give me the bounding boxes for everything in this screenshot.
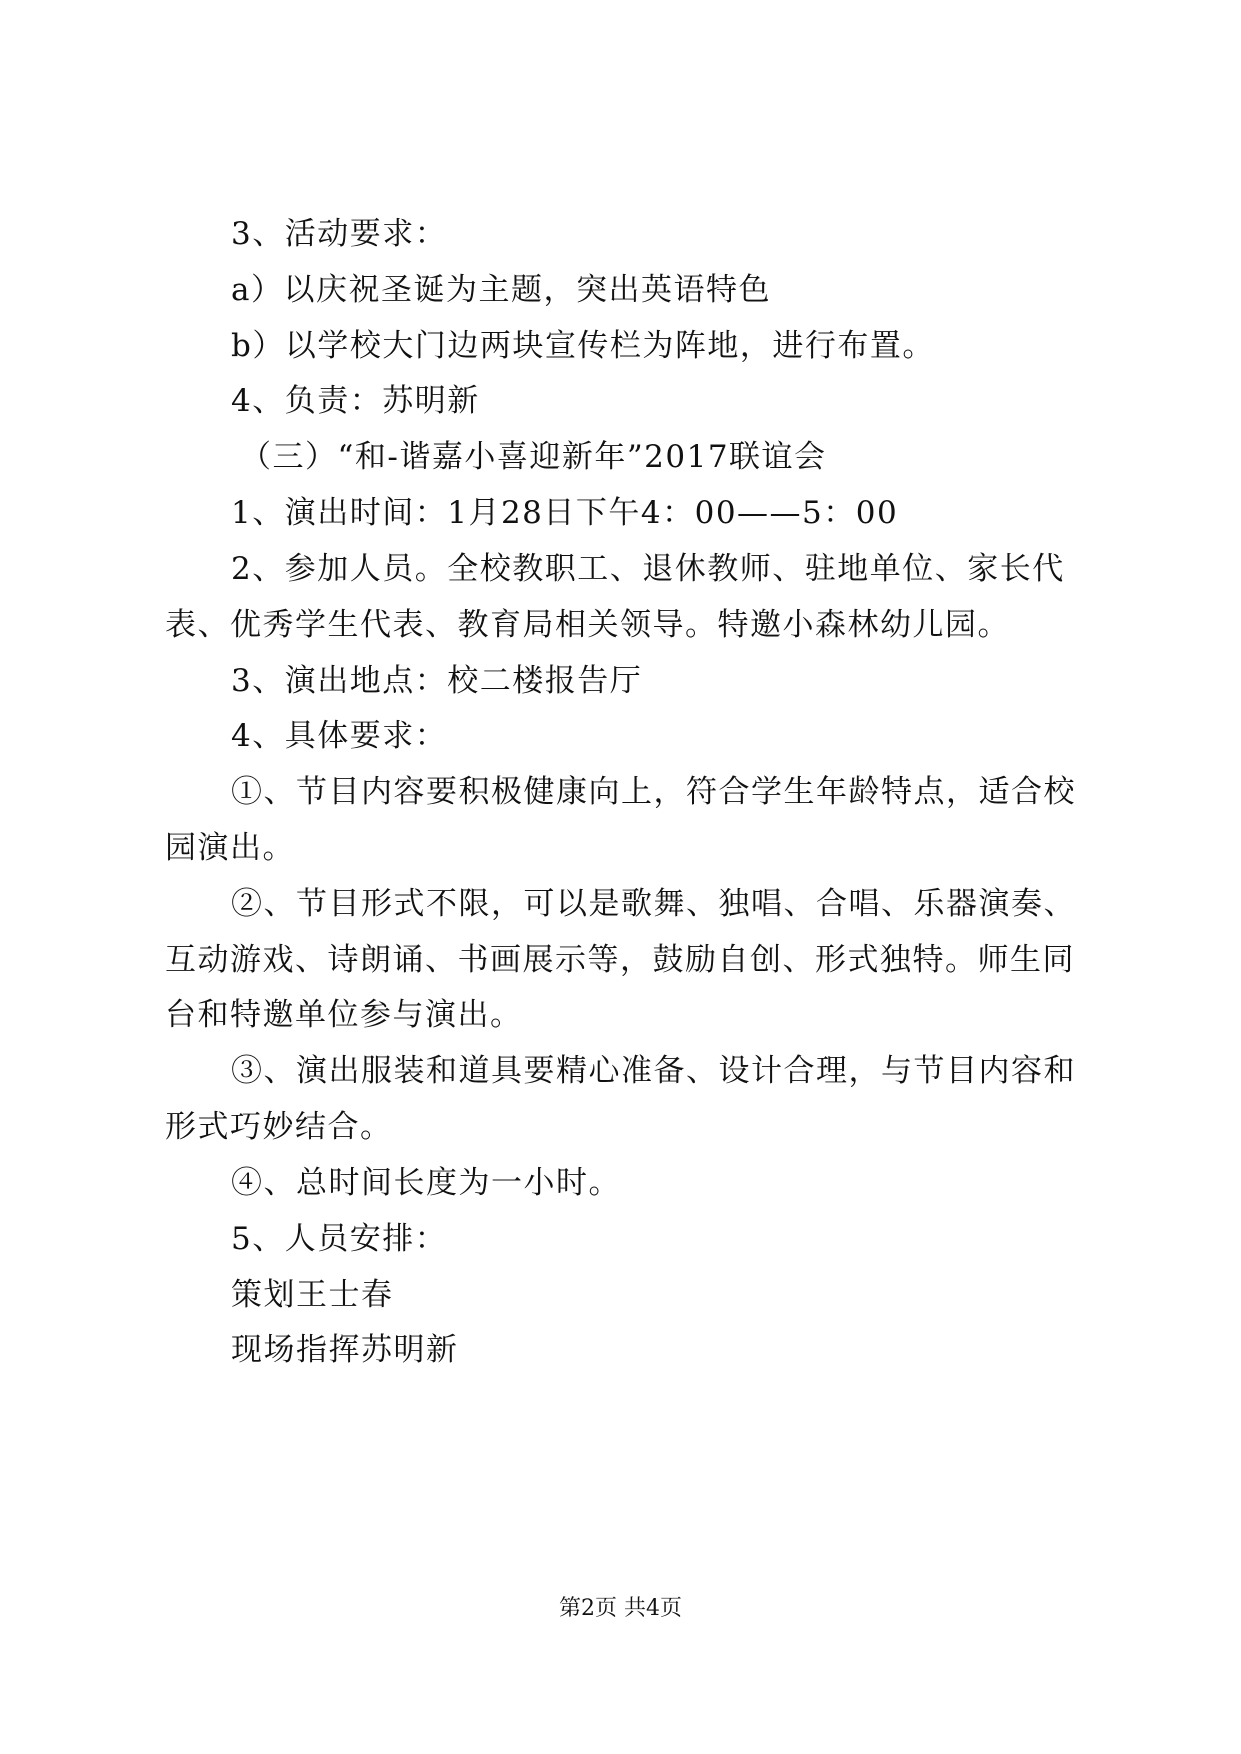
paragraph-line: 园演出。 (165, 830, 295, 866)
paragraph-line: 台和特邀单位参与演出。 (165, 997, 523, 1033)
paragraph-line: 策划王士春 (231, 1277, 394, 1313)
paragraph-line: 形式巧妙结合。 (165, 1109, 393, 1145)
paragraph-line: ①、节目内容要积极健康向上，符合学生年龄特点，适合校 (231, 774, 1076, 810)
paragraph-line: 表、优秀学生代表、教育局相关领导。特邀小森林幼儿园。 (165, 607, 1010, 643)
paragraph-line: ③、演出服装和道具要精心准备、设计合理，与节目内容和 (231, 1053, 1076, 1089)
page-number-label: 第2页 共4页 (559, 1596, 682, 1621)
paragraph-line: 2、参加人员。全校教职工、退休教师、驻地单位、家长代 (231, 551, 1065, 587)
paragraph-line: 现场指挥苏明新 (231, 1332, 459, 1368)
paragraph-line: 1、演出时间：1月28日下午4：00——5：00 (231, 495, 899, 531)
paragraph-line: 3、活动要求： (231, 216, 448, 252)
paragraph-line: 4、具体要求： (231, 718, 448, 754)
paragraph-line: 4、负责：苏明新 (231, 383, 480, 419)
paragraph-line: a）以庆祝圣诞为主题，突出英语特色 (231, 272, 771, 308)
section-heading: （三）“和-谐嘉小喜迎新年”2017联谊会 (240, 439, 827, 475)
paragraph-line: 5、人员安排： (231, 1221, 448, 1257)
paragraph-line: ④、总时间长度为一小时。 (231, 1165, 621, 1201)
paragraph-line: 互动游戏、诗朗诵、书画展示等，鼓励自创、形式独特。师生同 (165, 942, 1075, 978)
paragraph-line: b）以学校大门边两块宣传栏为阵地，进行布置。 (231, 328, 935, 364)
paragraph-line: 3、演出地点：校二楼报告厅 (231, 663, 643, 699)
paragraph-line: ②、节目形式不限，可以是歌舞、独唱、合唱、乐器演奏、 (231, 886, 1076, 922)
page-footer (0, 1594, 1241, 1624)
